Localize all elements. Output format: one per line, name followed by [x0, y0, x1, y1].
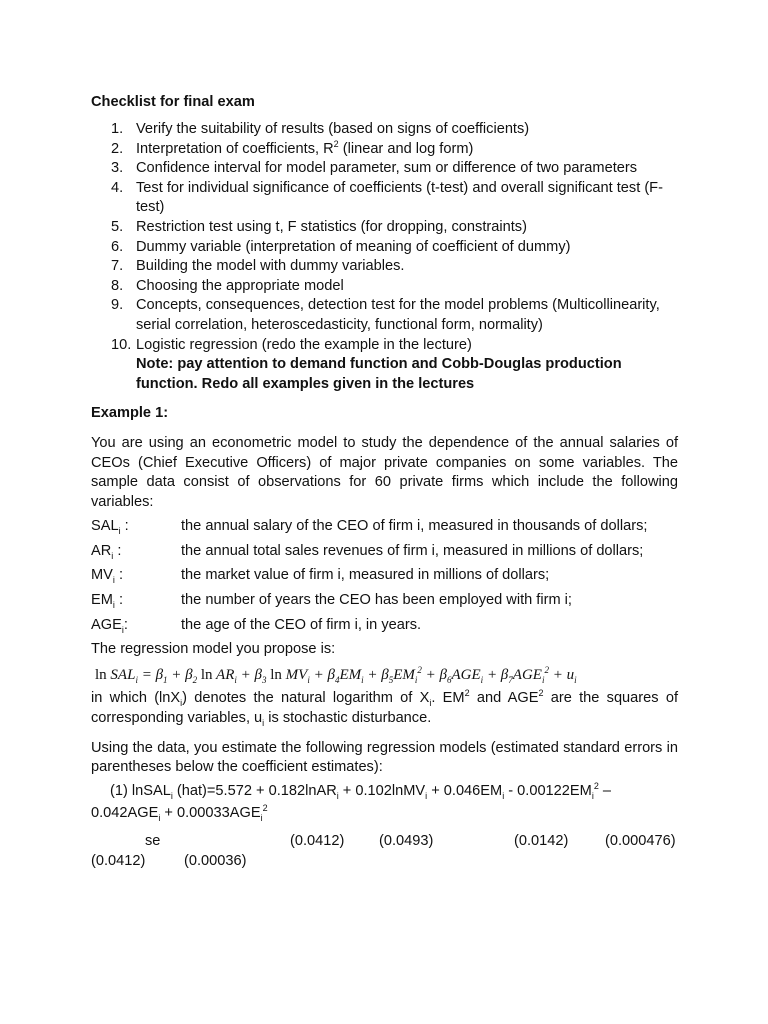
checklist-text: Verify the suitability of results (based on signs of coefficients) [136, 121, 530, 137]
checklist-number: 2. [111, 140, 124, 157]
note-text: Note: pay attention to demand function and Cobb-Douglas production function. Redo all examples given in the lectures [136, 356, 622, 392]
estimate-line-1: (1) lnSAL$_i$ (hat)=5.572 + 0.182lnAR$_i$ + 0.102lnMV$_i$ + $0.046EM_i - 0.00122EM_i^2$ – [110, 780, 611, 801]
checklist-number: 8. [111, 277, 124, 294]
definition-paragraph: in which (lnX$_i$) denotes the natural logarithm of $X_i$. $EM^2$ and AGE$^2$ are the squares of corresponding variables, $u_i$ is stochastic disturbance. [91, 688, 678, 728]
variable-name: $SAL_i$ : [91, 518, 129, 537]
variable-name: $AR_i$ : [91, 542, 122, 561]
checklist-number: 6. [111, 238, 124, 255]
intro-paragraph: You are using an econometric model to study the dependence of the annual salaries of CEOs (Chief Executive Officers) of major private companies on some variables. The sample data consist of observations for 60 private firms which include the following variables: [91, 434, 678, 510]
checklist-number: 5. [111, 218, 124, 235]
checklist-item [91, 296, 678, 335]
estimate-line-2: $0.042AGE_i + 0.00033AGE_i^2$ [91, 803, 268, 824]
standard-errors-row-wrap [91, 852, 678, 872]
checklist-item [91, 238, 678, 258]
checklist-number: 9. [111, 297, 124, 314]
model-intro: The regression model you propose is: [91, 641, 336, 658]
checklist-item [91, 159, 678, 179]
document-page [91, 92, 678, 872]
variable-row [91, 566, 678, 586]
variable-row [91, 591, 678, 611]
variable-row [91, 542, 678, 562]
checklist-number: 7. [111, 258, 124, 275]
variable-description: the annual total sales revenues of firm i, measured in millions of dollars; [181, 542, 644, 559]
checklist-text: Concepts, consequences, detection test for the model problems (Multicollinearity, serial correlation, heteroscedasticity, functional form, normality) [136, 297, 660, 333]
checklist-text: Building the model with dummy variables. [136, 258, 405, 275]
checklist [91, 120, 678, 355]
variable-description: the annual salary of the CEO of firm i, measured in thousands of dollars; [181, 518, 648, 535]
se-value: (0.0142) [514, 833, 569, 849]
checklist-item [91, 336, 678, 356]
variable-row [91, 616, 678, 636]
se-value: (0.000476) [605, 833, 676, 849]
checklist-text: Choosing the appropriate model [136, 277, 344, 294]
se-label: se [145, 833, 161, 849]
variable-description: the market value of firm i, measured in millions of dollars; [181, 567, 550, 584]
checklist-item [91, 257, 678, 277]
checklist-number: 3. [111, 160, 124, 177]
checklist-item [91, 179, 678, 218]
variable-description: the number of years the CEO has been employed with firm i; [181, 592, 572, 609]
example-title: Example 1: [91, 405, 169, 422]
checklist-number: 4. [111, 179, 124, 196]
variable-description: the age of the CEO of firm i, in years. [181, 616, 422, 633]
se-value: (0.0493) [379, 833, 434, 849]
checklist-text: Test for individual significance of coefficients (t-test) and overall significant test (F-test) [136, 179, 663, 216]
variable-name: $AGE_i$: [91, 616, 128, 635]
se-value: (0.0412) [91, 853, 146, 869]
checklist-text: Dummy variable (interpretation of meaning of coefficient of dummy) [136, 238, 571, 255]
checklist-item [91, 140, 678, 160]
checklist-number: 10. [111, 336, 132, 353]
regression-equation: $\ln SAL_i = \beta_1 + \beta_2$ $\ln AR_i + \beta_3$ $\ln MV_i + \beta_4EM_i + \beta_5EM_i^2 + \beta_6AGE_i + \beta_7AGE_i^2 + u_i$ [95, 664, 577, 685]
checklist-text: Restriction test using t, F statistics (for dropping, constraints) [136, 218, 527, 235]
checklist-text: Confidence interval for model parameter, sum or difference of two parameters [136, 160, 638, 177]
estimation-intro: Using the data, you estimate the following regression models (estimated standard errors in parentheses below the coefficient estimates): [91, 739, 678, 776]
checklist-item [91, 120, 678, 140]
variable-name: $EM_i$ : [91, 592, 123, 610]
page-title: Checklist for final exam [91, 94, 255, 110]
checklist-text: Logistic regression (redo the example in the lecture) [136, 336, 472, 353]
se-value: (0.00036) [184, 853, 247, 869]
checklist-item [91, 218, 678, 238]
se-value: (0.0412) [290, 833, 345, 849]
variable-definitions [91, 517, 678, 635]
checklist-number: 1. [111, 121, 124, 137]
variable-row [91, 517, 678, 537]
variable-name: $MV_i$ : [91, 567, 123, 586]
checklist-item [91, 277, 678, 297]
standard-errors-row [91, 832, 678, 852]
checklist-text: Interpretation of coefficients, $R^2$ (linear and log form) [136, 138, 474, 157]
